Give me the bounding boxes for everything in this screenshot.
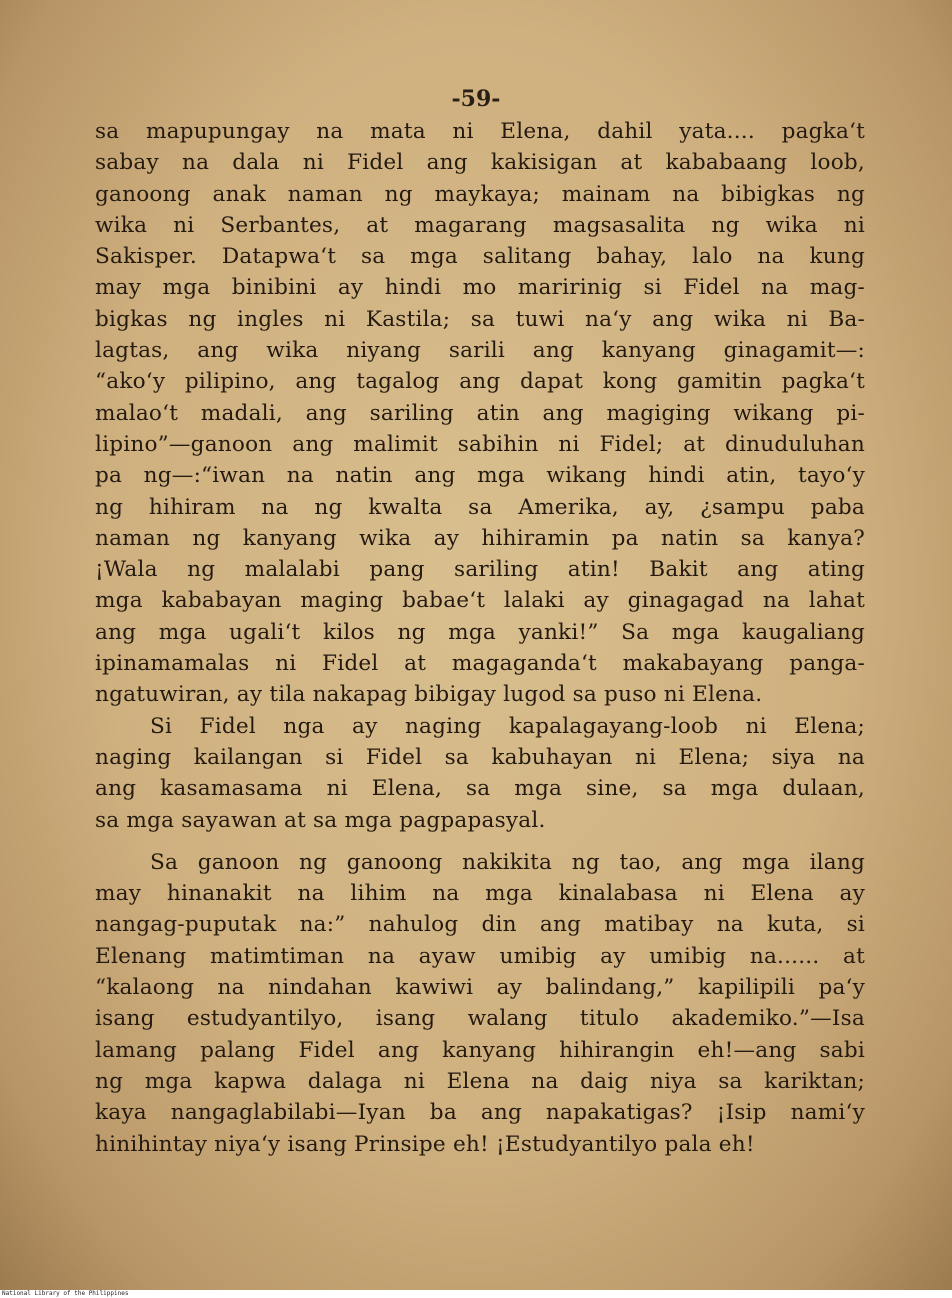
text-line: pa ng—:“iwan na natin ang mga wikang hindi atin, tayo‘y <box>95 463 865 489</box>
text-line: naging kailangan si Fidel sa kabuhayan ni Elena; siya na <box>95 744 865 770</box>
text-line: Elenang matimtiman na ayaw umibig ay umibig na...... at <box>95 943 865 969</box>
paragraph <box>95 711 865 836</box>
text-line: sabay na dala ni Fidel ang kakisigan at kababaang loob, <box>95 150 865 176</box>
text-line: sa mapupungay na mata ni Elena, dahil yata.... pagka‘t <box>95 119 865 144</box>
text-line: ngatuwiran, ay tila nakapag bibigay lugod sa puso ni Elena. <box>95 682 763 708</box>
text-line: mga kababayan maging babae‘t lalaki ay ginagagad na lahat <box>95 588 865 614</box>
text-line: ang mga ugali‘t kilos ng mga yanki!” Sa mga kaugaliang <box>95 619 865 645</box>
footer-source: National Library of the Philippines <box>2 1290 129 1297</box>
text-line: “kalaong na nindahan kawiwi ay balindang,” kapilipili pa‘y <box>95 975 865 1001</box>
paragraph <box>95 116 865 711</box>
text-line: ng mga kapwa dalaga ni Elena na daig niya sa kariktan; <box>95 1068 865 1094</box>
text-line: ganoong anak naman ng maykaya; mainam na bibigkas ng <box>95 181 865 207</box>
text-line: lamang palang Fidel ang kanyang hihirangin eh!—ang sabi <box>95 1037 865 1063</box>
text-line: ng hihiram na ng kwalta sa Amerika, ay, ¿sampu paba <box>95 494 865 520</box>
page-number: -59- <box>451 86 501 112</box>
text-line: Sa ganoon ng ganoong nakikita ng tao, ang mga ilang <box>150 849 865 875</box>
paragraph-gap <box>95 836 865 847</box>
text-line: Si Fidel nga ay naging kapalagayang-loob ni Elena; <box>150 713 865 739</box>
page-text <box>95 116 865 1160</box>
text-line: malao‘t madali, ang sariling atin ang magiging wikang pi- <box>95 400 865 426</box>
text-line: wika ni Serbantes, at magarang magsasalita ng wika ni <box>95 212 865 238</box>
text-line: may hinanakit na lihim na mga kinalabasa ni Elena ay <box>95 881 865 907</box>
text-line: hinihintay niya‘y isang Prinsipe eh! ¡Estudyantilyo pala eh! <box>95 1131 755 1157</box>
text-line: ¡Wala ng malalabi pang sariling atin! Bakit ang ating <box>95 557 865 583</box>
text-line: lipino”—ganoon ang malimit sabihin ni Fidel; at dinuduluhan <box>95 431 865 457</box>
text-line: bigkas ng ingles ni Kastila; sa tuwi na‘y ang wika ni Ba- <box>95 306 865 332</box>
text-line: Sakisper. Datapwa‘t sa mga salitang bahay, lalo na kung <box>95 244 865 270</box>
text-line: lagtas, ang wika niyang sarili ang kanyang ginagamit—: <box>95 338 865 364</box>
footer-bar <box>0 1290 952 1298</box>
text-line: nangag-puputak na:” nahulog din ang matibay na kuta, si <box>95 912 865 938</box>
text-line: naman ng kanyang wika ay hihiramin pa natin sa kanya? <box>95 525 865 551</box>
text-line: sa mga sayawan at sa mga pagpapasyal. <box>95 807 546 833</box>
text-line: isang estudyantilyo, isang walang titulo akademiko.”—Isa <box>95 1006 865 1032</box>
paragraph <box>95 847 865 1160</box>
text-line: ang kasamasama ni Elena, sa mga sine, sa mga dulaan, <box>95 776 865 802</box>
text-line: “ako‘y pilipino, ang tagalog ang dapat kong gamitin pagka‘t <box>95 369 865 395</box>
text-line: may mga binibini ay hindi mo maririnig si Fidel na mag- <box>95 275 865 301</box>
text-line: kaya nangaglabilabi—Iyan ba ang napakatigas? ¡Isip nami‘y <box>95 1100 865 1126</box>
text-line: ipinamamalas ni Fidel at magaganda‘t makabayang panga- <box>95 651 865 677</box>
